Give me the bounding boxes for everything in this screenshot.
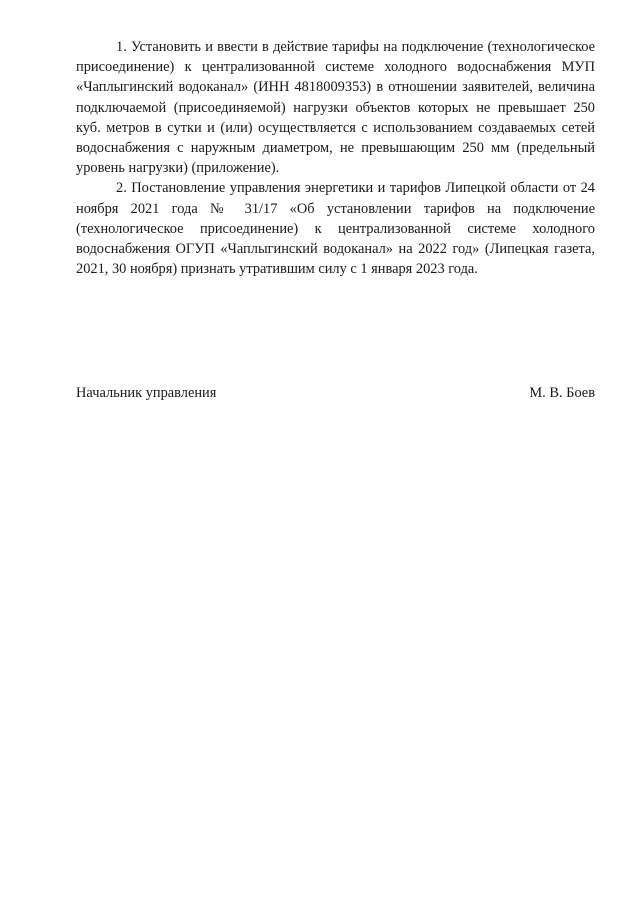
signature-block (76, 383, 595, 403)
signature-position: Начальник управления (76, 385, 217, 401)
document-body (76, 37, 595, 279)
paragraph-2: 2. Постановление управления энергетики и тарифов Липецкой области от 24 ноября 2021 года № 31/17 «Об установлении тарифов на подключение (технологическое присоединение) к централизованной системе холодного водоснабжения ОГУП «Чаплыгинский водоканал» на 2022 год» (Липецкая газета, 2021, 30 ноября) признать утратившим силу с 1 января 2023 года. (76, 180, 595, 278)
signature-name: М. В. Боев (529, 385, 595, 401)
paragraph-1: 1. Установить и ввести в действие тарифы на подключение (технологическое присоединение) к централизованной системе холодного водоснабжения МУП «Чаплыгинский водоканал» (ИНН 4818009353) в отношении заявителей, величина подключаемой (присоединяемой) нагрузки объектов которых не превышает 250 куб. метров в сутки и (или) осуществляется с использованием создаваемых сетей водоснабжения с наружным диаметром, не превышающим 250 мм (предельный уровень нагрузки) (приложение). (76, 39, 595, 177)
